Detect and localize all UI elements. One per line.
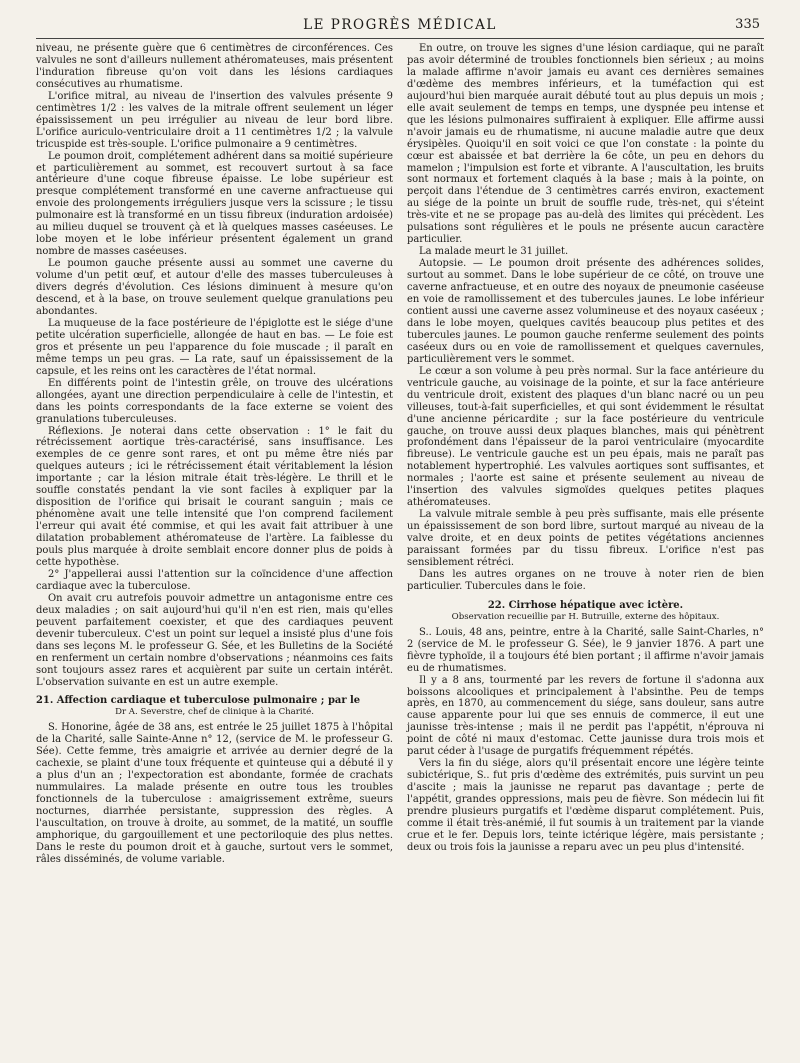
page-number: 335 <box>735 17 760 32</box>
article-byline: Dr A. Severstre, chef de clinique à la Charité. <box>115 707 314 718</box>
paragraph: En différents point de l'intestin grêle, on trouve des ulcérations allongées, ayant une direction perpendiculaire à celle de l'intestin, et dans les points correspondants de la face externe se voient des granulations tuberculeuses. <box>36 377 393 425</box>
paragraph: S.. Louis, 48 ans, peintre, entre à la Charité, salle Saint-Charles, n° 2 (service de M. le professeur G. Sée), le 9 janvier 1876. A part une fièvre typhoïde, il a toujours été bien portant ; il affirme n'avoir jamais eu de rhumatismes. <box>407 626 764 674</box>
page-header <box>36 14 764 39</box>
paragraph: On avait cru autrefois pouvoir admettre un antagonisme entre ces deux maladies ; on sait aujourd'hui qu'il n'en est rien, mais qu'elles peuvent parfaitement coexister, et que des cardiaques peuvent devenir tuberculeux. C'est un point sur lequel a insisté plus d'une fois dans ses leçons M. le professeur G. Sée, et les Bulletins de la Société en renferment un certain nombre d'observations ; néanmoins ces faits sont toujours assez rares et acquièrent par suite un certain intérêt. L'observation suivante en est un autre exemple. <box>36 592 393 688</box>
paragraph: niveau, ne présente guère que 6 centimètres de circonférences. Ces valvules ne sont d'ailleurs nullement athéromateuses, mais présentent l'induration fibreuse qu'on voit dans les lésions cardiaques consécutives au rhumatisme. <box>36 43 393 90</box>
left-column <box>36 43 393 866</box>
paragraph: La malade meurt le 31 juillet. <box>419 246 569 258</box>
journal-title: LE PROGRÈS MÉDICAL <box>303 17 497 33</box>
text-columns <box>36 43 764 866</box>
paragraph: 2° J'appellerai aussi l'attention sur la coïncidence d'une affection cardiaque avec la tuberculose. <box>36 568 393 592</box>
paragraph: Il y a 8 ans, tourmenté par les revers de fortune il s'adonna aux boissons alcooliques et principalement à l'absinthe. Peu de temps après, en 1870, au commencement du siége, sans douleur, sans autre cause apparente pour lui que ses ennuis de commerce, il eut une jaunisse très-intense ; mais il ne perdit pas l'appétit, n'éprouva ni point de côté ni maux d'estomac. Cette jaunisse dura trois mois et parut céder à l'usage de purgatifs fréquemment répétés. <box>407 674 764 758</box>
paragraph: La muqueuse de la face postérieure de l'épiglotte est le siége d'une petite ulcération superficielle, allongée de haut en bas. — Le foie est gros et présente un peu l'apparence du foie muscade ; il paraît en même temps un peu gras. — La rate, sauf un épaississement de la capsule, et les reins ont les caractères de l'état normal. <box>36 317 393 377</box>
paragraph: Le poumon droit, complétement adhérent dans sa moitié supérieure et particulièrement au sommet, est recouvert surtout à sa face antérieure d'une coque fibreuse épaisse. Le lobe supérieur est presque complétement transformé en une caverne anfractueuse qui envoie des prolongements irréguliers jusque vers la scissure ; le tissu pulmonaire est là transformé en un tissu fibreux (induration ardoisée) au milieu duquel se trouvent çà et là quelques masses caséeuses. Le lobe moyen et le lobe inférieur présentent également un grand nombre de masses caséeuses. <box>36 150 393 258</box>
paragraph: Dans les autres organes on ne trouve à noter rien de bien particulier. Tubercules dans le foie. <box>407 568 764 592</box>
paragraph: En outre, on trouve les signes d'une lésion cardiaque, qui ne paraît pas avoir déterminé de troubles fonctionnels bien sérieux ; au moins la malade affirme n'avoir jamais eu avant ces dernières semaines d'œdème des membres inférieurs, et la tuméfaction qui est aujourd'hui bien marquée aurait débuté tout au plus depuis un mois ; elle avait seulement de temps en temps, une dyspnée peu intense et que les lésions pulmonaires suffiraient à expliquer. Elle affirme aussi n'avoir jamais eu de rhumatisme, ni aucune maladie autre que deux érysipèles. Quoiqu'il en soit voici ce que l'on constate : la pointe du cœur est abaissée et bat derrière la 6e côte, un peu en dehors du mamelon ; l'impulsion est forte et vibrante. A l'auscultation, les bruits sont normaux et fortement claqués à la base ; mais à la pointe, on perçoit dans l'étendue de 3 centimètres carrés environ, exactement au siége de la pointe un bruit de souffle rude, très-net, qui s'éteint très-vite et ne se propage pas au-delà des limites qui précèdent. Les pulsations sont régulières et le pouls ne présente aucun caractère particulier. <box>407 43 764 246</box>
paragraph: L'orifice mitral, au niveau de l'insertion des valvules présente 9 centimètres 1/2 : les valves de la mitrale offrent seulement un léger épaississement un peu irrégulier au niveau de leur bord libre. L'orifice auriculo-ventriculaire droit a 11 centimètres 1/2 ; la valvule tricuspide est très-souple. L'orifice pulmonaire a 9 centimètres. <box>36 90 393 150</box>
article-byline: Observation recueillie par H. Butruille, externe des hôpitaux. <box>451 611 720 622</box>
article-title: 22. Cirrhose hépatique avec ictère. <box>487 599 684 611</box>
paragraph: Réflexions. Je noterai dans cette observation : 1° le fait du rétrécissement aortique très-caractérisé, sans insuffisance. Les exemples de ce genre sont rares, et ont pu même être niés par quelques auteurs ; ici le rétrécissement était véritablement la lésion importante ; car la lésion mitrale était très-légère. Le thrill et le souffle constatés pendant la vie sont faciles à expliquer par la disposition de l'orifice qui brisait le courant sanguin ; mais ce phénomène avait une telle intensité que l'on comprend facilement l'erreur qui avait été commise, et qui les avait fait attribuer à une dilatation probablement athéromateuse de l'artère. La faiblesse du pouls plus marquée à droite semblait encore donner plus de poids à cette hypothèse. <box>36 425 393 568</box>
paragraph: Autopsie. — Le poumon droit présente des adhérences solides, surtout au sommet. Dans le lobe supérieur de ce côté, on trouve une caverne anfractueuse, et en outre des noyaux de pneumonie caséeuse en voie de ramollissement et des tubercules jaunes. Le lobe inférieur contient aussi une caverne assez volumineuse et des noyaux caséeux ; dans le lobe moyen, quelques cavités beaucoup plus petites et des tubercules jaunes. Le poumon gauche renferme seulement des points caséeux durs ou en voie de ramollissement et quelques cavernules, particulièrement vers le sommet. <box>407 258 764 365</box>
paragraph: Le poumon gauche présente aussi au sommet une caverne du volume d'un petit œuf, et autour d'elle des masses tuberculeuses à divers degrés d'évolution. Ces lésions diminuent à mesure qu'on descend, et à la base, on trouve seulement quelque granulations peu abondantes. <box>36 258 393 317</box>
paragraph: La valvule mitrale semble à peu près suffisante, mais elle présente un épaississement de son bord libre, surtout marqué au niveau de la valve droite, et en deux points de petites végétations anciennes paraissant formées par du tissu fibreux. L'orifice n'est pas sensiblement rétréci. <box>407 509 764 568</box>
right-column <box>407 43 764 866</box>
article-title: 21. Affection cardiaque et tuberculose pulmonaire ; par le <box>36 695 361 707</box>
paragraph: S. Honorine, âgée de 38 ans, est entrée le 25 juillet 1875 à l'hôpital de la Charité, salle Sainte-Anne n° 12, (service de M. le professeur G. Sée). Cette femme, très amaigrie et arrivée au dernier degré de la cachexie, se plaint d'une toux fréquente et quinteuse qui a débuté il y a plus d'un an ; l'expectoration est abondante, formée de crachats nummulaires. La malade présente en outre tous les troubles fonctionnels de la tuberculose : amaigrissement extrême, sueurs nocturnes, diarrhée persistante, suppression des règles. A l'auscultation, on trouve à droite, au sommet, de la matité, un souffle amphorique, du gargouillement et une pectoriloquie des plus nettes. Dans le reste du poumon droit et à gauche, surtout vers le sommet, râles disséminés, de volume variable. <box>36 722 393 865</box>
paragraph: Vers la fin du siége, alors qu'il présentait encore une légère teinte subictérique, S.. fut pris d'œdème des extrémités, puis survint un peu d'ascite ; mais la jaunisse ne reparut pas davantage ; perte de l'appétit, grandes oppressions, mais peu de fièvre. Son médecin lui fit prendre plusieurs purgatifs et l'œdème disparut complétement. Puis, comme il était très-anémié, il fut soumis à un traitement par la viande crue et le fer. Depuis lors, teinte ictérique légère, mais persistante ; deux ou trois fois la jaunisse a reparu avec un peu plus d'intensité. <box>407 758 764 853</box>
paragraph: Le cœur a son volume à peu près normal. Sur la face antérieure du ventricule gauche, au voisinage de la pointe, et sur la face antérieure du ventricule droit, existent des plaques d'un blanc nacré ou un peu villeuses, tout-à-fait superficielles, et qui sont évidemment le résultat d'une ancienne péricardite ; sur la face postérieure du ventricule gauche, on trouve aussi deux plaques blanches, mais qui pénètrent profondément dans l'épaisseur de la paroi ventriculaire (myocardite fibreuse). Le ventricule gauche est un peu épais, mais ne paraît pas notablement hypertrophié. Les valvules aortiques sont suffisantes, et normales ; l'aorte est saine et présente seulement au niveau de l'insertion des valvules sigmoïdes quelques petites plaques athéromateuses. <box>407 365 764 509</box>
